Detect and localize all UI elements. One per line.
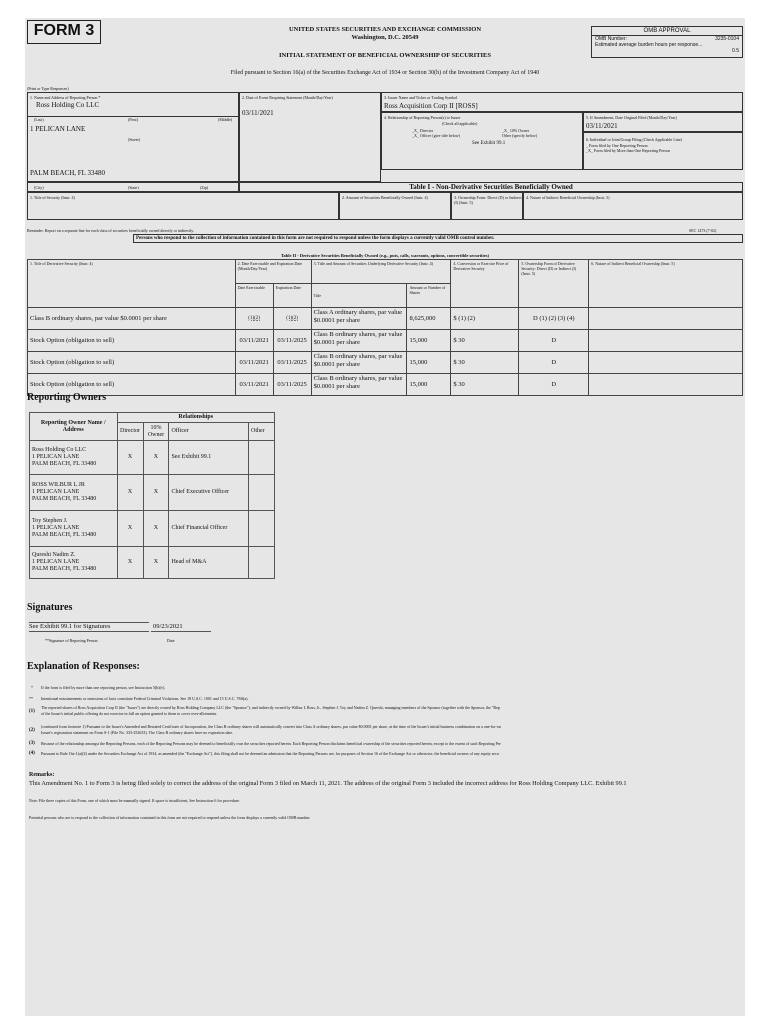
ro-director-header: Director bbox=[117, 423, 143, 441]
ro-r3-other bbox=[249, 547, 275, 579]
t2-r2-price: $ 30 bbox=[451, 352, 519, 374]
check-all: (Check all applicable) bbox=[442, 121, 478, 126]
ro-r0-name: Ross Holding Co LLC 1 PELICAN LANE PALM BEACH, FL 33480 bbox=[30, 441, 118, 475]
table-row bbox=[28, 330, 743, 352]
box3-label: 3. Issuer Name and Ticker or Trading Symbol bbox=[384, 95, 458, 100]
ro-officer-header: Officer bbox=[169, 423, 249, 441]
state-label: (State) bbox=[128, 185, 139, 190]
t2-r0-amount: 8,625,000 bbox=[407, 308, 451, 330]
table1-col1-label: 1. Title of Security (Instr. 4) bbox=[30, 195, 75, 200]
signature-value: See Exhibit 99.1 for Signatures bbox=[29, 623, 111, 630]
ro-relationships-header: Relationships bbox=[117, 413, 274, 423]
t2-r0-price: $ (1) (2) bbox=[451, 308, 519, 330]
box1-label: 1. Name and Address of Reporting Person * bbox=[30, 95, 101, 100]
ro-r3-name: Qureshi Nadim Z. 1 PELICAN LANE PALM BEACH, FL 33480 bbox=[30, 547, 118, 579]
filed-pursuant: Filed pursuant to Section 16(a) of the Securities Exchange Act of 1934 or Section 30(h) of the Investment Company Act of 1940 bbox=[230, 70, 540, 76]
header-agency: UNITED STATES SECURITIES AND EXCHANGE COMMISSION bbox=[288, 26, 482, 33]
table-row bbox=[30, 441, 275, 475]
table-row bbox=[30, 475, 275, 511]
city-value: PALM BEACH, FL 33480 bbox=[30, 169, 105, 177]
table2-title: Table II - Derivative Securities Beneficially Owned (e.g., puts, calls, warrants, options, convertible securities) bbox=[280, 253, 490, 258]
table-row bbox=[28, 352, 743, 374]
reporting-owners-table bbox=[29, 412, 275, 579]
t2-r0-nature bbox=[589, 308, 743, 330]
t2-r3-underlying: Class B ordinary shares, par value $0.0001 per share bbox=[311, 374, 407, 396]
t2-r0-expiration: (1)(2) bbox=[273, 308, 311, 330]
t2-r3-price: $ 30 bbox=[451, 374, 519, 396]
t2-r1-amount: 15,000 bbox=[407, 330, 451, 352]
amendment-date: 03/11/2021 bbox=[586, 122, 618, 130]
t2-r1-title: Stock Option (obligation to sell) bbox=[28, 330, 236, 352]
t2-r2-underlying: Class B ordinary shares, par value $0.0001 per share bbox=[311, 352, 407, 374]
t2-r2-form: D bbox=[519, 352, 589, 374]
remarks-text: This Amendment No. 1 to Form 3 is being filed solely to correct the address of the original Form 3 filed on March 11, 2021. The address of the original Form 3 included the incorrect address for Ross Holding Company LLC. Exhibit 99.1 bbox=[29, 780, 627, 787]
ro-r0-director: X bbox=[117, 441, 143, 475]
t2-col4-header: 4. Conversion or Exercise Price of Derivative Security bbox=[451, 260, 519, 308]
print-type: (Print or Type Responses) bbox=[27, 86, 69, 91]
table1-title: Table I - Non-Derivative Securities Beneficially Owned bbox=[409, 183, 573, 191]
t2-r1-form: D bbox=[519, 330, 589, 352]
box2-label: 2. Date of Event Requiring Statement (Month/Day/Year) bbox=[242, 95, 333, 100]
fn4-text: Pursuant to Rule 16a-1(a)(4) under the Securities Exchange Act of 1934, as amended (the "Exchange Act"), this filing shall not be deemed an admission that the Reporting Persons are, for purposes of Section 16 of the Exchange Act or otherwise, the beneficial owners of any equity secu bbox=[41, 751, 499, 756]
omb-number-label: OMB Number: bbox=[595, 36, 627, 42]
t2-r3-expiration: 03/11/2025 bbox=[273, 374, 311, 396]
table1-col2-label: 2. Amount of Securities Beneficially Owned (Instr. 4) bbox=[342, 195, 428, 200]
ten-pct-check: _X_ 10% Owner bbox=[502, 128, 530, 133]
derivative-table bbox=[27, 259, 743, 396]
t2-r3-amount: 15,000 bbox=[407, 374, 451, 396]
persons-notice: Persons who respond to the collection of information contained in this form are not required to respond unless the form displays a currently valid OMB control number. bbox=[136, 236, 495, 241]
ro-name-header: Reporting Owner Name / Address bbox=[30, 413, 118, 441]
persons-notice-box bbox=[133, 234, 743, 243]
ro-r3-officer: Head of M&A bbox=[169, 547, 249, 579]
t2-col6-header: 6. Nature of Indirect Beneficial Ownership (Instr. 5) bbox=[589, 260, 743, 308]
t2-col2-header: 2. Date Exercisable and Expiration Date (Month/Day/Year) bbox=[235, 260, 311, 284]
ro-r2-other bbox=[249, 511, 275, 547]
ro-r0-officer: See Exhibit 99.1 bbox=[169, 441, 249, 475]
star2-text: Intentional misstatements or omissions of facts constitute Federal Criminal Violations. See 18 U.S.C. 1001 and 15 U.S.C. 78ff(a). bbox=[41, 696, 249, 701]
fn2-text: (continued from footnote 1) Pursuant to the Issuer's Amended and Restated Certificate of Incorporation, the Class B ordinary shares will automatically convert into Class A ordinary shares, par value $0.0001 per share, at the time of the Issuer's initial business combination on a one-for-on bbox=[41, 724, 501, 729]
officer-title: See Exhibit 99.1 bbox=[472, 141, 506, 146]
ro-r0-ten: X bbox=[143, 441, 169, 475]
reporting-person-name: Ross Holding Co LLC bbox=[36, 101, 100, 109]
table1-col3 bbox=[451, 192, 523, 220]
ro-r1-director: X bbox=[117, 475, 143, 511]
t2-expiration-header: Expiration Date bbox=[273, 284, 311, 308]
t2-r2-exercisable: 03/11/2021 bbox=[235, 352, 273, 374]
ro-r1-officer: Chief Executive Officer bbox=[169, 475, 249, 511]
remarks-heading: Remarks: bbox=[29, 772, 55, 778]
t2-r0-exercisable: (1)(2) bbox=[235, 308, 273, 330]
t2-col1-header: 1. Title of Derivative Security (Instr. 4) bbox=[28, 260, 236, 308]
header-city: Washington, D.C. 20549 bbox=[351, 34, 419, 41]
box-filing-type bbox=[583, 132, 743, 170]
table1-title-box bbox=[239, 182, 743, 192]
officer-check: _X_ Officer (give title below) bbox=[412, 133, 460, 138]
signature-date-label: Date bbox=[167, 638, 175, 643]
ro-r0-other bbox=[249, 441, 275, 475]
issuer-name: Ross Acquisition Corp II [ROSS] bbox=[384, 102, 478, 110]
fn2-mark: (2) bbox=[29, 728, 35, 733]
t2-r3-exercisable: 03/11/2021 bbox=[235, 374, 273, 396]
reminder: Reminder: Report on a separate line for each class of securities beneficially owned directly or indirectly. bbox=[27, 228, 195, 233]
ro-ten-header: 10% Owner bbox=[143, 423, 169, 441]
t2-r0-underlying: Class A ordinary shares, par value $0.0001 per share bbox=[311, 308, 407, 330]
first-label: (First) bbox=[128, 117, 138, 122]
t2-r3-title: Stock Option (obligation to sell) bbox=[28, 374, 236, 396]
t2-r1-nature bbox=[589, 330, 743, 352]
note-text: Note: File three copies of this Form, one of which must be manually signed. If space is insufficient, See Instruction 6 for procedure. bbox=[29, 798, 240, 803]
t2-amount-header: Amount or Number of Shares bbox=[407, 284, 451, 308]
table1-col3-label: 3. Ownership Form: Direct (D) or Indirect (I) (Instr. 5) bbox=[454, 195, 522, 205]
star1-mark: * bbox=[31, 685, 33, 690]
t2-r0-form: D (1) (2) (3) (4) bbox=[519, 308, 589, 330]
ro-r2-name: Toy Stephen J. 1 PELICAN LANE PALM BEACH, FL 33480 bbox=[30, 511, 118, 547]
t2-col3-header: 3. Title and Amount of Securities Underlying Derivative Security (Instr. 4) bbox=[311, 260, 451, 284]
ro-r2-officer: Chief Financial Officer bbox=[169, 511, 249, 547]
omb-title: OMB APPROVAL bbox=[592, 27, 742, 36]
t2-r3-form: D bbox=[519, 374, 589, 396]
t2-r0-title: Class B ordinary shares, par value $0.0001 per share bbox=[28, 308, 236, 330]
ro-r2-director: X bbox=[117, 511, 143, 547]
t2-r2-nature bbox=[589, 352, 743, 374]
filing-one: _ Form filed by One Reporting Person bbox=[586, 143, 648, 148]
t2-date-exercisable-header: Date Exercisable bbox=[235, 284, 273, 308]
box-amendment bbox=[583, 112, 743, 132]
ro-r2-ten: X bbox=[143, 511, 169, 547]
table1-col4-label: 4. Nature of Indirect Beneficial Ownership (Instr. 5) bbox=[526, 195, 610, 200]
table1-col4 bbox=[523, 192, 743, 220]
t2-r3-nature bbox=[589, 374, 743, 396]
fn1-text: The reported shares of Ross Acquisition Corp II (the "Issuer") are directly owned by Ross Holding Company LLC (the "Sponsor"), and indirectly owned by Wilbur L Ross, Jr., Stephen J. Toy and Nadim Z. Qureshi, managing members of the Sponsor (together with the Sponsor, the "Rep bbox=[41, 705, 500, 710]
omb-number: 3235-0104 bbox=[715, 36, 739, 42]
box4-label: 4. Relationship of Reporting Person(s) to Issuer bbox=[384, 115, 461, 120]
form-page bbox=[25, 18, 745, 1016]
street-label: (Street) bbox=[128, 137, 140, 142]
box-reporting-person bbox=[27, 92, 239, 182]
ro-r1-name: ROSS WILBUR L JR 1 PELICAN LANE PALM BEACH, FL 33480 bbox=[30, 475, 118, 511]
other-check: Other (specify below) bbox=[502, 133, 538, 138]
omb-burden: 0.5 bbox=[732, 48, 739, 54]
t2-r1-underlying: Class B ordinary shares, par value $0.0001 per share bbox=[311, 330, 407, 352]
t2-r1-expiration: 03/11/2025 bbox=[273, 330, 311, 352]
star2-mark: ** bbox=[29, 696, 33, 701]
table1-col2 bbox=[339, 192, 451, 220]
signatures-heading: Signatures bbox=[27, 602, 73, 613]
signature-label: **Signature of Reporting Person bbox=[45, 638, 98, 643]
table1-col1 bbox=[27, 192, 339, 220]
ro-other-header: Other bbox=[249, 423, 275, 441]
fn2-text-cont: Issuer's registration statement on Form S-1 (File No. 333-252633). The Class B ordinary shares have no expiration date. bbox=[41, 730, 234, 735]
table-row bbox=[28, 308, 743, 330]
form-title: FORM 3 bbox=[27, 20, 101, 44]
table-row bbox=[30, 547, 275, 579]
ro-r1-ten: X bbox=[143, 475, 169, 511]
fn1-mark: (1) bbox=[29, 709, 35, 714]
director-check: _X_ Director bbox=[412, 128, 434, 133]
t2-r1-exercisable: 03/11/2021 bbox=[235, 330, 273, 352]
event-date: 03/11/2021 bbox=[242, 109, 274, 117]
ro-r3-ten: X bbox=[143, 547, 169, 579]
box5-label: 5. If Amendment, Date Original Filed (Month/Day/Year) bbox=[586, 115, 677, 120]
star1-text: If the form is filed by more than one reporting person, see Instruction 5(b)(v). bbox=[41, 685, 166, 690]
fn4-mark: (4) bbox=[29, 751, 35, 756]
t2-r2-amount: 15,000 bbox=[407, 352, 451, 374]
t2-title-header: Title bbox=[311, 284, 407, 308]
street-value: 1 PELICAN LANE bbox=[30, 125, 86, 133]
filing-more: _X_ Form filed by More than One Reporting Person bbox=[586, 148, 670, 153]
zip-label: (Zip) bbox=[200, 185, 209, 190]
reporting-owners-heading: Reporting Owners bbox=[27, 392, 107, 403]
explanation-heading: Explanation of Responses: bbox=[27, 661, 140, 672]
potential-persons-text: Potential persons who are to respond to the collection of information contained in this form are not required to respond unless the form displays a currently valid OMB number. bbox=[29, 815, 311, 820]
city-label: (City) bbox=[34, 185, 44, 190]
t2-col5-header: 5. Ownership Form of Derivative Security: Direct (D) or Indirect (I) (Instr. 5) bbox=[519, 260, 589, 308]
omb-burden-label: Estimated average burden hours per response... bbox=[595, 42, 703, 48]
t2-r2-title: Stock Option (obligation to sell) bbox=[28, 352, 236, 374]
ro-r1-other bbox=[249, 475, 275, 511]
fn3-text: Because of the relationship amongst the Reporting Persons, each of the Reporting Persons may be deemed to beneficially own the securities reported herein. Each Reporting Person disclaims beneficial ownership of the securities reported herein, except to the extent of such Reporting Per bbox=[41, 741, 501, 746]
table-row bbox=[28, 374, 743, 396]
t2-r2-expiration: 03/11/2025 bbox=[273, 352, 311, 374]
table-row bbox=[30, 511, 275, 547]
last-label: (Last) bbox=[34, 117, 44, 122]
fn3-mark: (3) bbox=[29, 741, 35, 746]
box-relationship bbox=[381, 112, 583, 170]
ro-r3-director: X bbox=[117, 547, 143, 579]
header-statement: INITIAL STATEMENT OF BENEFICIAL OWNERSHIP OF SECURITIES bbox=[279, 52, 491, 59]
middle-label: (Middle) bbox=[218, 117, 233, 122]
box-issuer bbox=[381, 92, 743, 112]
fn1-text-cont: of the Issuer's initial public offering do not exercise in full an option granted to them to cover over-allotments. bbox=[41, 711, 218, 716]
box1-city-labels bbox=[27, 182, 239, 192]
sec-code: SEC 1473 (7-02) bbox=[689, 228, 717, 233]
t2-r1-price: $ 30 bbox=[451, 330, 519, 352]
box6-label: 6. Individual or Joint/Group Filing (Check Applicable Line) bbox=[586, 137, 682, 142]
omb-approval-box bbox=[591, 26, 743, 58]
box-event-date bbox=[239, 92, 381, 182]
signature-date: 09/23/2021 bbox=[153, 623, 183, 630]
